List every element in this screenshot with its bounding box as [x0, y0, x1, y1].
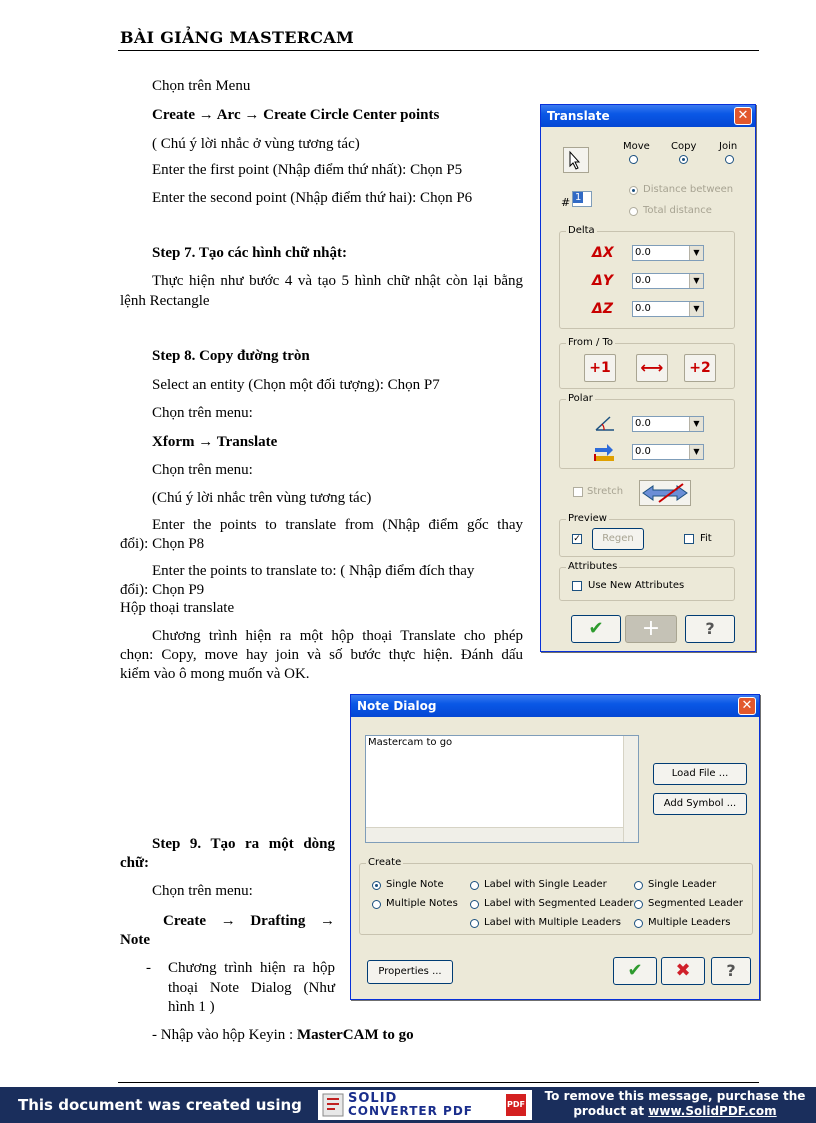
fit-label: Fit: [700, 533, 712, 544]
from-to-label: From / To: [568, 337, 614, 348]
help-button[interactable]: ?: [711, 957, 751, 985]
join-label: Join: [719, 141, 738, 152]
pointer-select-icon[interactable]: [563, 147, 589, 173]
delta-x-icon: ΔX: [592, 245, 614, 261]
delta-x-select[interactable]: 0.0 ▼: [632, 245, 704, 261]
segmented-leader-radio[interactable]: [634, 900, 643, 909]
regen-button[interactable]: Regen: [592, 528, 644, 550]
text-line: Thực hiện như bước 4 và tạo 5 hình chữ nhật còn lại bằng: [152, 273, 523, 289]
polar-group: [559, 393, 735, 469]
fit-checkbox[interactable]: [684, 534, 694, 544]
text-line: Chọn trên menu:: [152, 462, 253, 478]
move-label: Move: [623, 141, 650, 152]
count-label: #: [561, 196, 571, 209]
apply-button[interactable]: +: [625, 615, 677, 643]
stretch-label: Stretch: [587, 486, 624, 497]
text-line: Select an entity (Chọn một đối tượng): Chọn P7: [152, 377, 440, 393]
close-button[interactable]: ✕: [738, 697, 756, 715]
text-line: ( Chú ý lời nhắc ở vùng tương tác): [152, 136, 360, 152]
ok-button[interactable]: ✔: [613, 957, 657, 985]
text-line: chọn: Copy, move hay join và số bước thực hiện. Đánh dấu: [120, 647, 523, 663]
multiple-leaders-label: Multiple Leaders: [648, 917, 731, 928]
count-input[interactable]: 1: [572, 191, 592, 207]
delta-y-select[interactable]: 0.0 ▼: [632, 273, 704, 289]
header-rule: [118, 50, 759, 51]
join-radio[interactable]: [725, 155, 734, 164]
vector-button[interactable]: ⟷: [636, 354, 668, 382]
multiple-leaders-radio[interactable]: [634, 919, 643, 928]
multiple-notes-radio[interactable]: [372, 900, 381, 909]
to-point-button[interactable]: +2: [684, 354, 716, 382]
polar-angle-select[interactable]: 0.0 ▼: [632, 416, 704, 432]
total-distance-label: Total distance: [643, 205, 712, 216]
single-note-label: Single Note: [386, 879, 444, 890]
move-radio[interactable]: [629, 155, 638, 164]
text-line: Chương trình hiện ra hộp: [168, 960, 335, 976]
distance-between-label: Distance between: [643, 184, 734, 195]
note-text-area[interactable]: Mastercam to go: [365, 735, 639, 843]
menu-path: Create → Drafting →: [163, 913, 335, 929]
attributes-label: Attributes: [568, 561, 618, 572]
text-line: Chọn trên menu:: [152, 883, 253, 899]
distance-between-radio[interactable]: [629, 186, 638, 195]
properties-button[interactable]: Properties ...: [367, 960, 453, 984]
note-dialog: [350, 694, 760, 1000]
step-heading: Step 8. Copy đường tròn: [152, 348, 310, 364]
footer-rule: [118, 1082, 759, 1083]
preview-group: [559, 513, 735, 557]
text-line: kiểm vào ô mong muốn và OK.: [120, 666, 310, 682]
from-to-group: [559, 337, 735, 389]
stretch-checkbox[interactable]: [573, 487, 583, 497]
preview-label: Preview: [568, 513, 607, 524]
load-file-button[interactable]: Load File ...: [653, 763, 747, 785]
label-segmented-leader-label: Label with Segmented Leader: [484, 898, 634, 909]
use-new-attributes-checkbox[interactable]: [572, 581, 582, 591]
menu-path: Create → Arc → Create Circle Center points: [152, 107, 440, 123]
add-symbol-button[interactable]: Add Symbol ...: [653, 793, 747, 815]
solidpdf-link[interactable]: www.SolidPDF.com: [648, 1104, 777, 1118]
single-leader-label: Single Leader: [648, 879, 717, 890]
attributes-group: [559, 561, 735, 601]
create-label: Create: [368, 857, 402, 868]
copy-label: Copy: [671, 141, 697, 152]
label-multiple-leaders-label: Label with Multiple Leaders: [484, 917, 621, 928]
single-leader-radio[interactable]: [634, 881, 643, 890]
step-heading: Step 7. Tạo các hình chữ nhật:: [152, 245, 348, 261]
text-line: Chọn trên menu:: [152, 405, 253, 421]
total-distance-radio[interactable]: [629, 207, 638, 216]
translate-titlebar: [541, 105, 755, 127]
solidpdf-logo: [318, 1090, 532, 1120]
text-line: - Nhập vào hộp Keyin : MasterCAM to go: [152, 1027, 414, 1043]
segmented-leader-label: Segmented Leader: [648, 898, 743, 909]
translate-title: Translate: [547, 109, 610, 123]
horizontal-scrollbar[interactable]: [366, 827, 623, 842]
delta-label: Delta: [568, 225, 595, 236]
footer-left-text: This document was created using: [18, 1096, 302, 1114]
label-multiple-leaders-radio[interactable]: [470, 919, 479, 928]
label-single-leader-label: Label with Single Leader: [484, 879, 607, 890]
pdf-icon: PDF: [506, 1094, 526, 1116]
step-heading: Step 9. Tạo ra một dòng: [152, 836, 335, 852]
copy-radio[interactable]: [679, 155, 688, 164]
text-line: (Chú ý lời nhắc trên vùng tương tác): [152, 490, 372, 506]
footer-right-text: To remove this message, purchase the product at www.SolidPDF.com: [544, 1089, 806, 1118]
text-line: Enter the first point (Nhập điểm thứ nhất): Chọn P5: [152, 162, 463, 178]
length-icon: [592, 440, 616, 462]
text-line: Chương trình hiện ra một hộp thoại Translate cho phép: [152, 628, 523, 644]
menu-path: Xform → Translate: [152, 434, 278, 450]
note-titlebar: [351, 695, 759, 717]
bullet-dash: -: [146, 960, 151, 976]
note-title: Note Dialog: [357, 699, 437, 713]
delta-group: [559, 225, 735, 329]
menu-path-end: Note: [120, 932, 150, 948]
ok-button[interactable]: ✔: [571, 615, 621, 643]
use-new-attributes-label: Use New Attributes: [588, 580, 685, 591]
text-line: Enter the points to translate to: ( Nhập điểm đích thay: [152, 563, 475, 579]
page-header: BÀI GIẢNG MASTERCAM: [120, 28, 355, 47]
delta-y-icon: ΔY: [592, 273, 613, 289]
vertical-scrollbar[interactable]: [623, 736, 638, 842]
cancel-button[interactable]: ✖: [661, 957, 705, 985]
help-button[interactable]: ?: [685, 615, 735, 643]
text-line: Enter the points to translate from (Nhập điểm gốc thay: [152, 517, 523, 533]
label-single-leader-radio[interactable]: [470, 881, 479, 890]
text-line: Enter the second point (Nhập điểm thứ hai): Chọn P6: [152, 190, 473, 206]
text-line: Chọn trên Menu: [152, 78, 251, 94]
create-group: [359, 857, 753, 935]
delta-z-icon: ΔZ: [592, 301, 613, 317]
logo-line2: CONVERTER PDF: [348, 1104, 473, 1118]
stretch-button-icon[interactable]: [639, 480, 691, 506]
preview-checkbox[interactable]: ✓: [573, 534, 581, 544]
angle-icon: [594, 414, 616, 432]
solidpdf-footer: [0, 1087, 816, 1123]
label-segmented-leader-radio[interactable]: [470, 900, 479, 909]
polar-length-select[interactable]: 0.0 ▼: [632, 444, 704, 460]
text-line: thoại Note Dialog (Như: [168, 980, 335, 996]
delta-z-select[interactable]: 0.0 ▼: [632, 301, 704, 317]
single-note-radio[interactable]: [372, 881, 381, 890]
close-button[interactable]: ✕: [734, 107, 752, 125]
logo-mark-icon: [322, 1093, 344, 1117]
polar-label: Polar: [568, 393, 593, 404]
text-line: lệnh Rectangle: [120, 293, 210, 309]
text-line: đổi): Chọn P8: [120, 536, 205, 552]
translate-dialog: [540, 104, 756, 652]
step-heading: chữ:: [120, 855, 149, 871]
multiple-notes-label: Multiple Notes: [386, 898, 458, 909]
text-line: Hộp thoại translate: [120, 600, 235, 616]
text-line: hình 1 ): [168, 999, 215, 1015]
logo-line1: SOLID: [348, 1091, 398, 1106]
from-point-button[interactable]: +1: [584, 354, 616, 382]
text-line: đổi): Chọn P9: [120, 582, 205, 598]
